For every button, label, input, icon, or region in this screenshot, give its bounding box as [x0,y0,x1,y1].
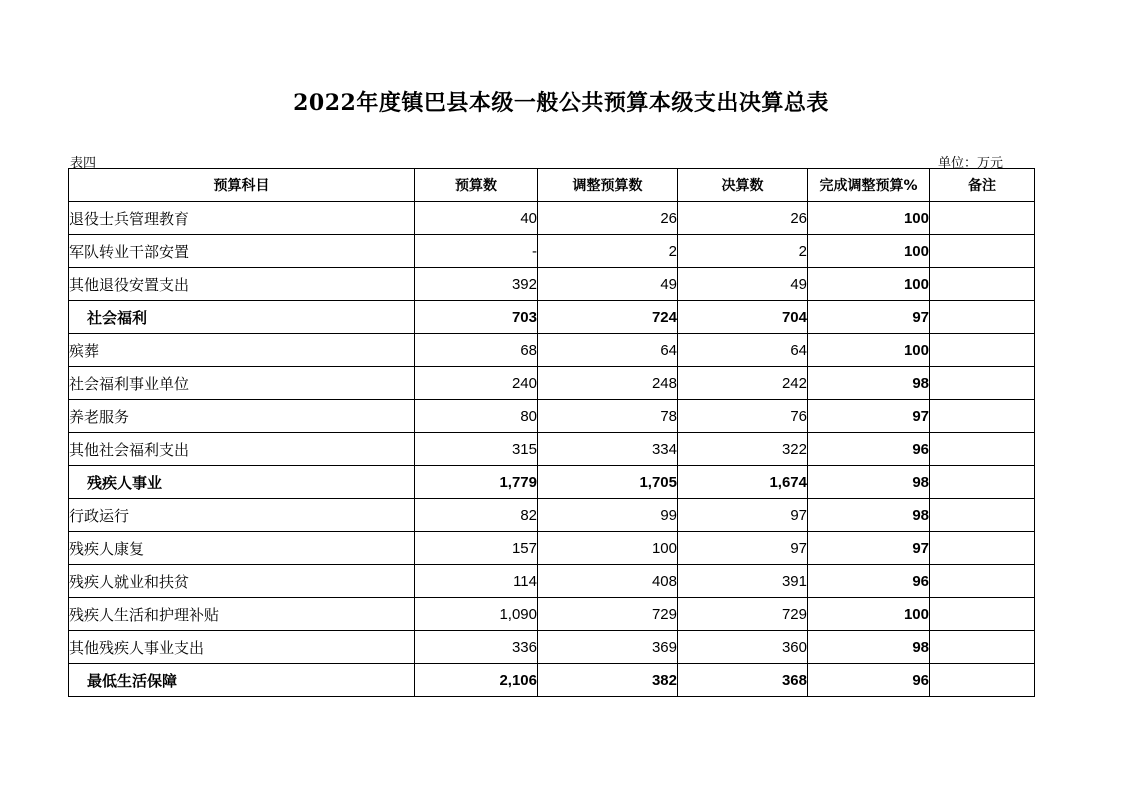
cell-completion-rate: 96 [808,433,930,466]
cell-budget: 68 [415,334,538,367]
cell-remarks [930,235,1035,268]
cell-remarks [930,631,1035,664]
table-row [69,268,1035,301]
cell-budget: 114 [415,565,538,598]
cell-subject: 社会福利事业单位 [69,367,415,400]
table-row [69,433,1035,466]
cell-final-accounts: 391 [678,565,808,598]
table-row [69,499,1035,532]
cell-completion-rate: 96 [808,565,930,598]
cell-remarks [930,466,1035,499]
cell-adjusted-budget: 99 [538,499,678,532]
cell-adjusted-budget: 248 [538,367,678,400]
table-row [69,400,1035,433]
cell-adjusted-budget: 382 [538,664,678,697]
table-row [69,565,1035,598]
cell-budget: - [415,235,538,268]
header-final-accounts: 决算数 [678,169,808,202]
cell-subject: 残疾人事业 [69,466,415,499]
cell-final-accounts: 368 [678,664,808,697]
cell-remarks [930,664,1035,697]
header-budget: 预算数 [415,169,538,202]
table-body [69,202,1035,697]
cell-adjusted-budget: 49 [538,268,678,301]
cell-subject: 军队转业干部安置 [69,235,415,268]
cell-subject: 残疾人就业和扶贫 [69,565,415,598]
cell-final-accounts: 729 [678,598,808,631]
cell-adjusted-budget: 1,705 [538,466,678,499]
cell-budget: 1,779 [415,466,538,499]
cell-final-accounts: 704 [678,301,808,334]
cell-remarks [930,433,1035,466]
cell-remarks [930,268,1035,301]
cell-budget: 1,090 [415,598,538,631]
table-row [69,598,1035,631]
cell-adjusted-budget: 408 [538,565,678,598]
cell-subject: 退役士兵管理教育 [69,202,415,235]
table-number: 表四 [70,156,97,171]
category-row [69,301,1035,334]
cell-completion-rate: 96 [808,664,930,697]
cell-subject: 最低生活保障 [69,664,415,697]
cell-adjusted-budget: 729 [538,598,678,631]
cell-final-accounts: 322 [678,433,808,466]
cell-final-accounts: 242 [678,367,808,400]
cell-final-accounts: 97 [678,532,808,565]
cell-completion-rate: 100 [808,598,930,631]
cell-subject: 残疾人生活和护理补贴 [69,598,415,631]
cell-completion-rate: 100 [808,334,930,367]
cell-remarks [930,598,1035,631]
cell-budget: 315 [415,433,538,466]
cell-subject: 养老服务 [69,400,415,433]
header-row [69,169,1035,202]
cell-completion-rate: 98 [808,499,930,532]
cell-final-accounts: 49 [678,268,808,301]
header-adjusted-budget: 调整预算数 [538,169,678,202]
cell-completion-rate: 98 [808,631,930,664]
cell-adjusted-budget: 78 [538,400,678,433]
unit-label: 单位：万元 [938,156,1004,171]
category-row [69,466,1035,499]
table-row [69,532,1035,565]
cell-final-accounts: 360 [678,631,808,664]
cell-budget: 80 [415,400,538,433]
cell-completion-rate: 97 [808,532,930,565]
cell-completion-rate: 100 [808,268,930,301]
cell-budget: 240 [415,367,538,400]
cell-final-accounts: 97 [678,499,808,532]
category-row [69,664,1035,697]
table-row [69,631,1035,664]
cell-budget: 392 [415,268,538,301]
cell-final-accounts: 2 [678,235,808,268]
cell-remarks [930,367,1035,400]
cell-remarks [930,202,1035,235]
cell-remarks [930,334,1035,367]
cell-final-accounts: 1,674 [678,466,808,499]
cell-completion-rate: 97 [808,400,930,433]
table-row [69,202,1035,235]
cell-final-accounts: 76 [678,400,808,433]
cell-remarks [930,532,1035,565]
cell-remarks [930,400,1035,433]
cell-budget: 336 [415,631,538,664]
cell-remarks [930,499,1035,532]
header-completion-rate: 完成调整预算% [808,169,930,202]
cell-adjusted-budget: 2 [538,235,678,268]
table-row [69,367,1035,400]
cell-completion-rate: 98 [808,466,930,499]
cell-budget: 157 [415,532,538,565]
cell-budget: 40 [415,202,538,235]
cell-budget: 82 [415,499,538,532]
cell-budget: 2,106 [415,664,538,697]
cell-completion-rate: 98 [808,367,930,400]
cell-remarks [930,301,1035,334]
cell-adjusted-budget: 334 [538,433,678,466]
cell-completion-rate: 100 [808,202,930,235]
cell-adjusted-budget: 26 [538,202,678,235]
cell-subject: 社会福利 [69,301,415,334]
cell-final-accounts: 64 [678,334,808,367]
cell-completion-rate: 100 [808,235,930,268]
expenditure-table [68,168,1035,697]
cell-adjusted-budget: 64 [538,334,678,367]
header-subject: 预算科目 [69,169,415,202]
cell-budget: 703 [415,301,538,334]
cell-subject: 其他残疾人事业支出 [69,631,415,664]
cell-subject: 其他退役安置支出 [69,268,415,301]
cell-remarks [930,565,1035,598]
cell-adjusted-budget: 100 [538,532,678,565]
cell-completion-rate: 97 [808,301,930,334]
page-title: 2022年度镇巴县本级一般公共预算本级支出决算总表 [293,90,829,116]
cell-subject: 其他社会福利支出 [69,433,415,466]
cell-subject: 殡葬 [69,334,415,367]
table-row [69,235,1035,268]
cell-subject: 残疾人康复 [69,532,415,565]
cell-adjusted-budget: 369 [538,631,678,664]
cell-subject: 行政运行 [69,499,415,532]
table-row [69,334,1035,367]
cell-final-accounts: 26 [678,202,808,235]
cell-adjusted-budget: 724 [538,301,678,334]
header-remarks: 备注 [930,169,1035,202]
